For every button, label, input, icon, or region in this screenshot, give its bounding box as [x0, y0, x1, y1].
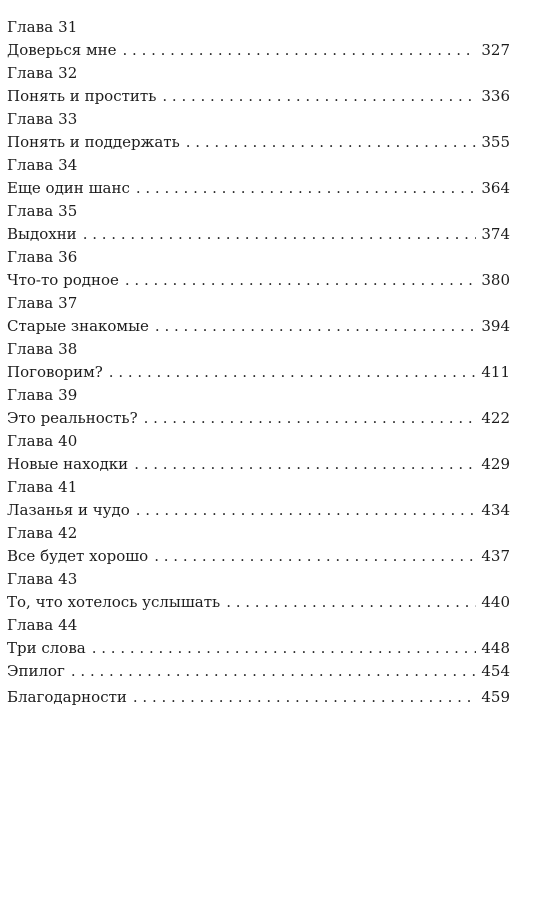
- chapter-title: Все будет хорошо: [7, 547, 149, 565]
- toc-chapter: [7, 614, 510, 660]
- toc-entry: [7, 223, 510, 246]
- dot-leader: [83, 223, 476, 246]
- chapter-number: Глава 43: [7, 570, 78, 588]
- chapter-title: Старые знакомые: [7, 317, 149, 335]
- chapter-title: Что-то родное: [7, 271, 119, 289]
- chapter-number: Глава 34: [7, 156, 78, 174]
- dot-leader: [92, 637, 476, 660]
- toc-chapter: [7, 522, 510, 568]
- chapter-number: Глава 40: [7, 432, 78, 450]
- chapter-number: Глава 41: [7, 478, 78, 496]
- chapter-number: Глава 35: [7, 202, 78, 220]
- page-number: 380: [481, 271, 510, 289]
- toc-entry: [7, 85, 510, 108]
- page-number: 411: [481, 363, 510, 381]
- dot-leader: [71, 660, 476, 683]
- toc-entry: [7, 177, 510, 200]
- toc-chapter: [7, 16, 510, 62]
- chapter-title: Понять и простить: [7, 87, 157, 105]
- dot-leader: [136, 499, 476, 522]
- dot-leader: [162, 85, 476, 108]
- chapter-title: Новые находки: [7, 455, 129, 473]
- toc-chapter: [7, 154, 510, 200]
- table-of-contents: [7, 16, 510, 709]
- toc-chapter: [7, 292, 510, 338]
- page-number: 454: [481, 662, 510, 680]
- dot-leader: [125, 269, 476, 292]
- toc-entry: [7, 269, 510, 292]
- toc-chapter: [7, 62, 510, 108]
- page-number: 364: [481, 179, 510, 197]
- toc-entry: [7, 315, 510, 338]
- dot-leader: [154, 545, 476, 568]
- page-number: 448: [481, 639, 510, 657]
- toc-entry-epilog: [7, 660, 510, 683]
- toc-chapter: [7, 108, 510, 154]
- toc-entry: [7, 499, 510, 522]
- page-number: 440: [481, 593, 510, 611]
- toc-chapter: [7, 246, 510, 292]
- dot-leader: [226, 591, 476, 614]
- chapter-title: Три слова: [7, 639, 86, 657]
- toc-entry: [7, 545, 510, 568]
- acknowledgements-title: Благодарности: [7, 688, 127, 706]
- page-number: 434: [481, 501, 510, 519]
- toc-entry: [7, 361, 510, 384]
- dot-leader: [144, 407, 476, 430]
- toc-chapter: [7, 338, 510, 384]
- page-number: 394: [481, 317, 510, 335]
- chapter-title: То, что хотелось услышать: [7, 593, 221, 611]
- toc-chapter: [7, 476, 510, 522]
- dot-leader: [123, 39, 477, 62]
- toc-entry: [7, 131, 510, 154]
- epilog-title: Эпилог: [7, 662, 65, 680]
- dot-leader: [155, 315, 476, 338]
- chapter-title: Лазанья и чудо: [7, 501, 130, 519]
- chapter-number: Глава 33: [7, 110, 78, 128]
- page-number: 429: [481, 455, 510, 473]
- chapter-title: Понять и поддержать: [7, 133, 180, 151]
- toc-chapter: [7, 384, 510, 430]
- toc-entry: [7, 407, 510, 430]
- dot-leader: [109, 361, 476, 384]
- toc-entry: [7, 591, 510, 614]
- chapter-number: Глава 36: [7, 248, 78, 266]
- page-number: 374: [481, 225, 510, 243]
- toc-entry: [7, 637, 510, 660]
- page-number: 355: [481, 133, 510, 151]
- page-number: 459: [481, 688, 510, 706]
- page-number: 422: [481, 409, 510, 427]
- chapter-number: Глава 42: [7, 524, 78, 542]
- chapter-number: Глава 31: [7, 18, 78, 36]
- dot-leader: [134, 453, 476, 476]
- chapter-title: Поговорим?: [7, 363, 103, 381]
- chapter-title: Доверься мне: [7, 41, 117, 59]
- toc-entry: [7, 39, 510, 62]
- chapter-number: Глава 37: [7, 294, 78, 312]
- chapter-number: Глава 38: [7, 340, 78, 358]
- chapter-title: Это реальность?: [7, 409, 138, 427]
- page-number: 336: [481, 87, 510, 105]
- dot-leader: [133, 686, 476, 709]
- dot-leader: [136, 177, 476, 200]
- toc-chapter: [7, 568, 510, 614]
- toc-chapter: [7, 200, 510, 246]
- chapter-number: Глава 39: [7, 386, 78, 404]
- dot-leader: [186, 131, 476, 154]
- chapter-number: Глава 44: [7, 616, 78, 634]
- chapter-title: Выдохни: [7, 225, 77, 243]
- toc-chapter: [7, 430, 510, 476]
- chapter-number: Глава 32: [7, 64, 78, 82]
- page-number: 327: [481, 41, 510, 59]
- page-number: 437: [481, 547, 510, 565]
- chapter-title: Еще один шанс: [7, 179, 130, 197]
- toc-entry: [7, 453, 510, 476]
- toc-entry-acknowledgements: [7, 686, 510, 709]
